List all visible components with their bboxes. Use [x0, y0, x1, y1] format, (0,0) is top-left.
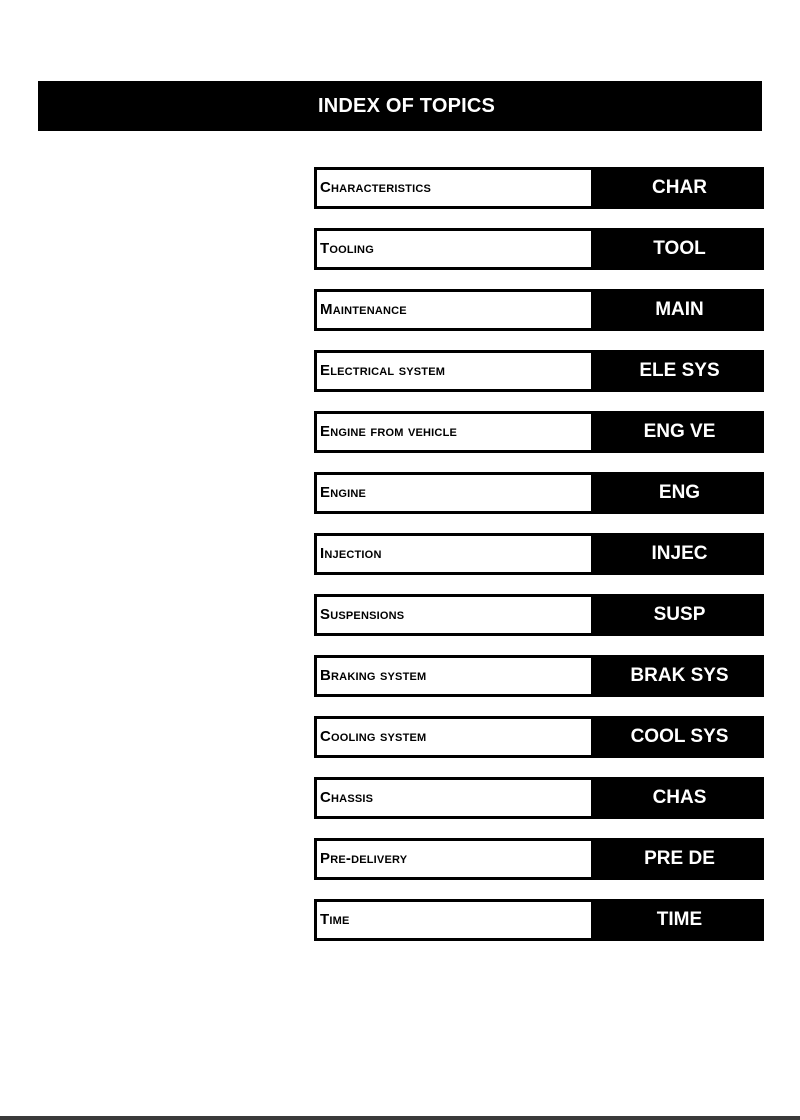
topic-code: CHAS — [652, 787, 707, 808]
topic-name-box — [317, 414, 593, 450]
topic-code: SUSP — [653, 604, 706, 625]
topic-code: BRAK SYS — [630, 665, 729, 686]
topic-row-pre-de[interactable] — [314, 838, 764, 880]
topic-name-box — [317, 780, 593, 816]
topic-name: Characteristics — [320, 179, 432, 196]
topic-name-box — [317, 719, 593, 755]
topic-name: Chassis — [320, 789, 374, 806]
topic-code: INJEC — [651, 543, 708, 564]
topic-code: ENG VE — [643, 421, 716, 442]
topic-name-box — [317, 536, 593, 572]
topic-name-box — [317, 292, 593, 328]
topic-name-box — [317, 841, 593, 877]
topic-code: CHAR — [652, 177, 707, 198]
topic-row-time[interactable] — [314, 899, 764, 941]
topic-name: Time — [320, 911, 350, 928]
topic-name: Engine — [320, 484, 367, 501]
topic-name-box — [317, 353, 593, 389]
topic-row-susp[interactable] — [314, 594, 764, 636]
topic-name: Injection — [320, 545, 382, 562]
topic-name: Tooling — [320, 240, 374, 257]
topic-name: Cooling system — [320, 728, 427, 745]
topic-row-chas[interactable] — [314, 777, 764, 819]
topic-name: Maintenance — [320, 301, 407, 318]
topic-name: Braking system — [320, 667, 427, 684]
topic-name: Pre-delivery — [320, 850, 408, 867]
topic-code: PRE DE — [644, 848, 715, 869]
topic-row-tool[interactable] — [314, 228, 764, 270]
topic-name-box — [317, 231, 593, 267]
topic-row-eng-ve[interactable] — [314, 411, 764, 453]
topic-name-box — [317, 902, 593, 938]
topic-code: TIME — [656, 909, 703, 930]
topic-row-cool-sys[interactable] — [314, 716, 764, 758]
topic-code: TOOL — [653, 238, 706, 259]
page-bottom-edge — [0, 1116, 800, 1120]
topic-row-eng[interactable] — [314, 472, 764, 514]
topic-row-char[interactable] — [314, 167, 764, 209]
topic-name-box — [317, 597, 593, 633]
topic-row-ele-sys[interactable] — [314, 350, 764, 392]
page-title: INDEX OF TOPICS — [318, 95, 496, 117]
topic-code: ENG — [658, 482, 701, 503]
topic-name-box — [317, 658, 593, 694]
topic-name: Electrical system — [320, 362, 446, 379]
topic-name-box — [317, 475, 593, 511]
topic-row-main[interactable] — [314, 289, 764, 331]
topic-name-box — [317, 170, 593, 206]
topic-row-brak-sys[interactable] — [314, 655, 764, 697]
topics-list — [314, 167, 764, 960]
header-bar — [38, 81, 762, 131]
topic-row-injec[interactable] — [314, 533, 764, 575]
topic-code: MAIN — [655, 299, 704, 320]
topic-name: Engine from vehicle — [320, 423, 458, 440]
topic-code: ELE SYS — [639, 360, 720, 381]
topic-code: COOL SYS — [630, 726, 729, 747]
topic-name: Suspensions — [320, 606, 405, 623]
